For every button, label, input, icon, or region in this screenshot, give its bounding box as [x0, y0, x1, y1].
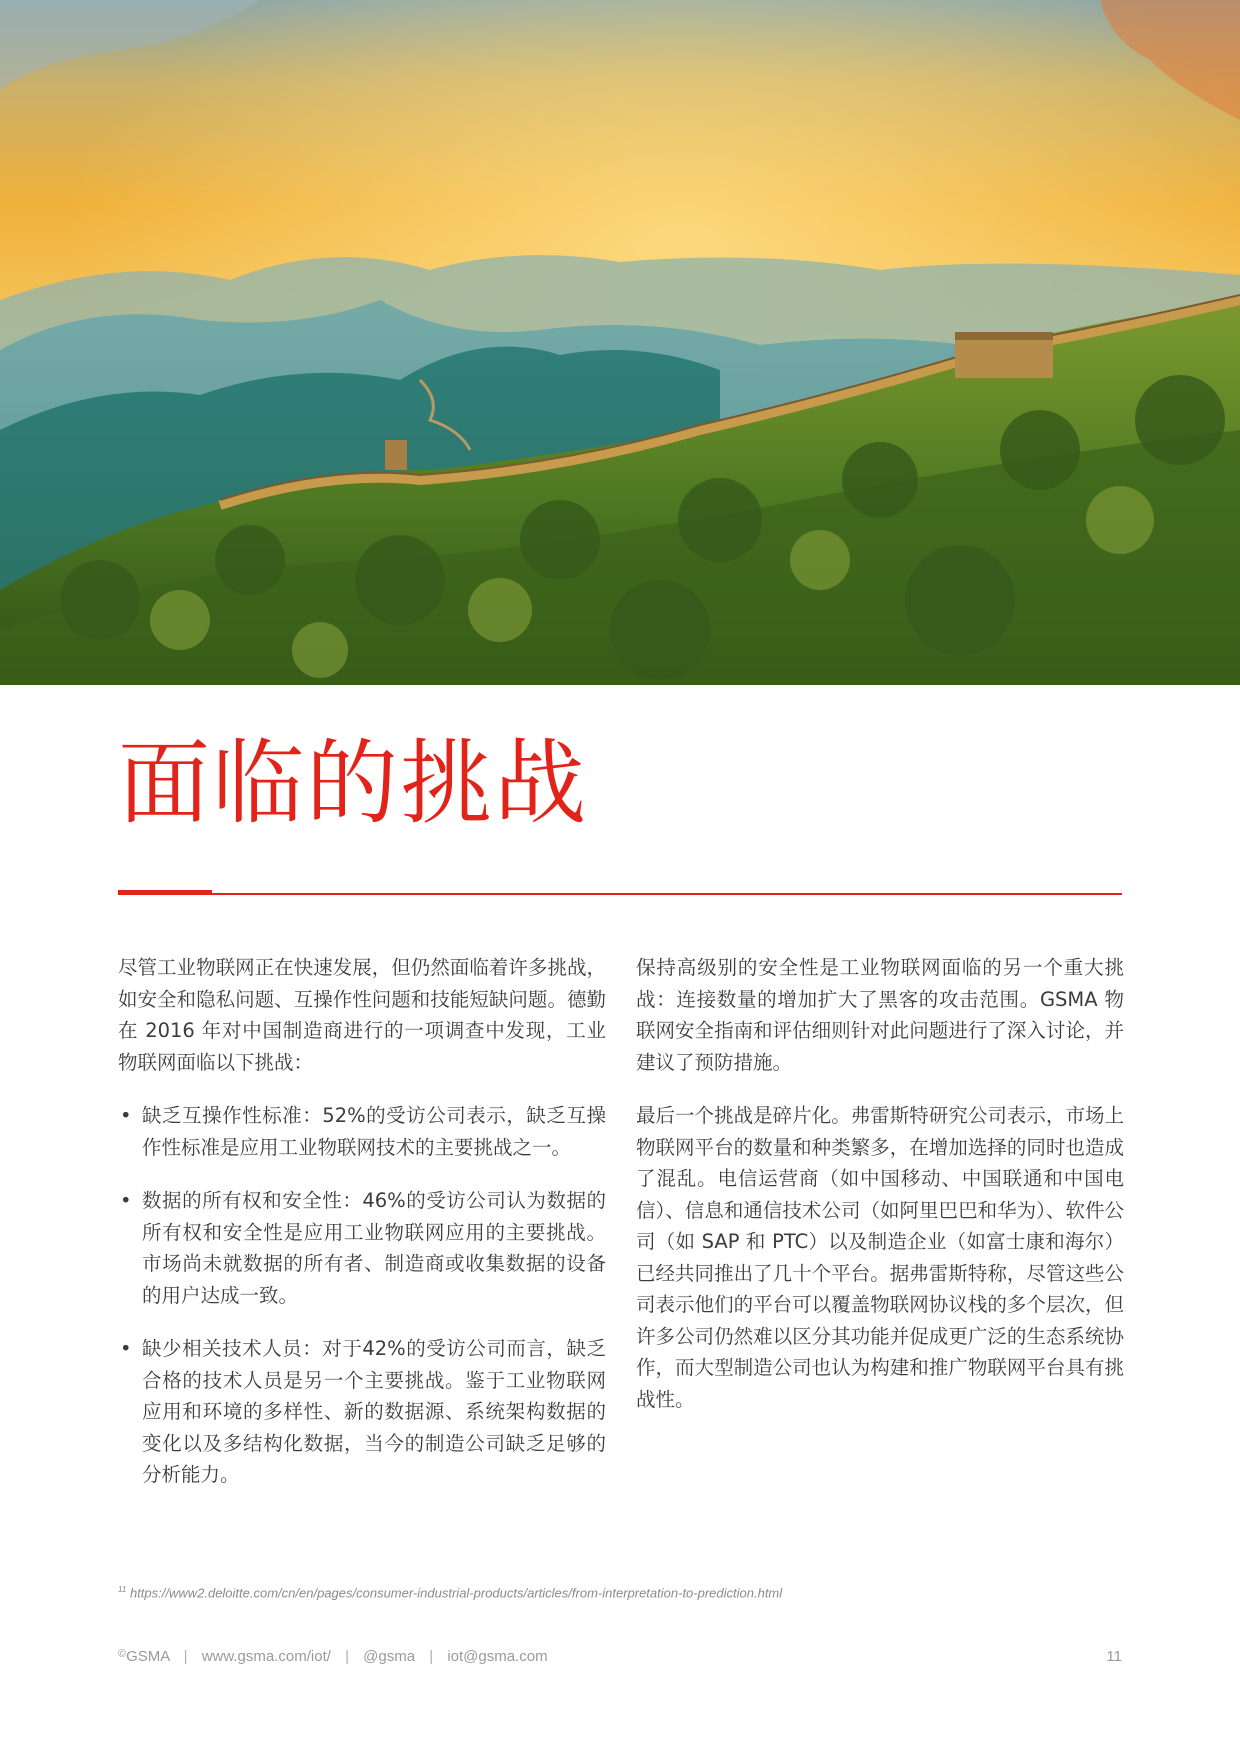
footer-email-link[interactable]: iot@gsma.com: [447, 1648, 548, 1665]
intro-paragraph: 尽管工业物联网正在快速发展，但仍然面临着许多挑战，如安全和隐私问题、互操作性问题和技能短缺问题。德勤 在 2016 年对中国制造商进行的一项调查中发现，工业物联网面临以下挑战：: [118, 956, 606, 1074]
list-item: [118, 1185, 606, 1311]
footnote-link[interactable]: https://www2.deloitte.com/cn/en/pages/consumer-industrial-products/articles/from-interpretation-to-prediction.html: [129, 1585, 783, 1601]
list-item: [118, 1100, 606, 1163]
right-column: [636, 952, 1124, 1437]
page-footer: [118, 1648, 548, 1665]
footer-brand: GSMA: [126, 1648, 170, 1665]
security-paragraph: 保持高级别的安全性是工业物联网面临的另一个重大挑战：连接数量的增加扩大了黑客的攻击范围。GSMA 物联网安全指南和评估细则针对此问题进行了深入讨论，并建议了预防措施。: [636, 956, 1124, 1074]
fragmentation-paragraph: 最后一个挑战是碎片化。弗雷斯特研究公司表示，市场上物联网平台的数量和种类繁多，在增加选择的同时也造成了混乱。电信运营商（如中国移动、中国联通和中国电信）、信息和通信技术公司（如阿里巴巴和华为）、软件公司（如 SAP 和 PTC）以及制造企业（如富士康和海尔）已经共同推出了几十个平台。据弗雷斯特称，尽管这些公司表示他们的平台可以覆盖物联网协议栈的多个层次，但许多公司仍然难以区分其功能并促成更广泛的生态系统协作，而大型制造公司也认为构建和推广物联网平台具有挑战性。: [636, 1104, 1124, 1411]
copyright-symbol: ©: [118, 1648, 127, 1660]
list-item-text: 缺乏互操作性标准：52%的受访公司表示，缺乏互操作性标准是应用工业物联网技术的主要挑战之一。: [142, 1104, 606, 1159]
footer-separator: |: [183, 1648, 188, 1665]
page-title: 面临的挑战: [118, 730, 589, 837]
bullet-icon: •: [120, 1104, 132, 1127]
left-column: [118, 952, 606, 1513]
footer-website-link[interactable]: www.gsma.com/iot/: [201, 1648, 331, 1665]
list-item-text: 数据的所有权和安全性：46%的受访公司认为数据的所有权和安全性是应用工业物联网应用的主要挑战。市场尚未就数据的所有者、制造商或收集数据的设备的用户达成一致。: [142, 1189, 606, 1307]
bullet-icon: •: [120, 1189, 132, 1212]
footer-twitter-link[interactable]: @gsma: [363, 1648, 416, 1665]
page-number: 11: [1106, 1648, 1122, 1665]
hero-photo-great-wall: [0, 0, 1240, 685]
challenge-list: [118, 1100, 606, 1491]
title-underline-accent: [118, 890, 212, 893]
title-underline: [118, 893, 1122, 895]
list-item-text: 缺少相关技术人员：对于42%的受访公司而言，缺乏合格的技术人员是另一个主要挑战。鉴于工业物联网应用和环境的多样性、新的数据源、系统架构数据的变化以及多结构化数据，当今的制造公司缺乏足够的分析能力。: [142, 1337, 606, 1486]
footnote-marker: 11: [118, 1585, 127, 1594]
footer-separator: |: [345, 1648, 349, 1665]
great-wall-landscape-image: [0, 0, 1240, 685]
bullet-icon: •: [120, 1337, 132, 1360]
list-item: [118, 1333, 606, 1491]
footer-separator: |: [429, 1648, 434, 1665]
footnote: [118, 1585, 782, 1600]
